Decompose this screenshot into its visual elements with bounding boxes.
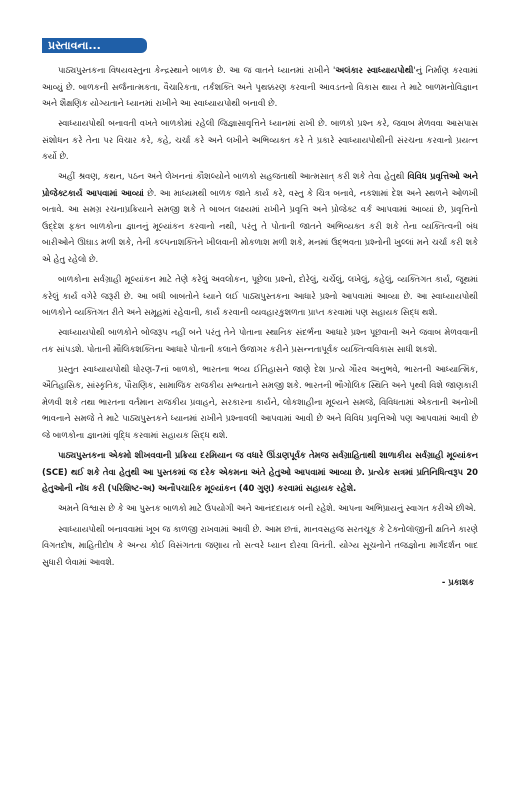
emphasized-text: વિવિધ પ્રવૃત્તિઓ અને પ્રોજેક્ટકાર્ય આપવામાં આવ્યાં — [42, 171, 478, 198]
paragraph-text: પાઠ્યપુસ્તકના વિષયવસ્તુના કેન્દ્રસ્થાને બાળક છે. આ જ વાતને ધ્યાનમાં રાખીને ' — [58, 65, 336, 75]
preface-paragraph — [42, 361, 478, 444]
preface-paragraph — [42, 271, 478, 321]
publisher-signature: - પ્રકાશક — [441, 576, 474, 587]
paragraph-text: 'નું નિર્માણ કરવામાં આવ્યું છે. બાળકની સર્જનાત્મકતા, વૈચારિકતા, તર્કશક્તિ અને પૃથક્કરણ કરવાની આવડતનો વિકાસ થાય તે માટે બાળમનોવિજ્ઞાન અને શૈક્ષણિક યોગ્યતાને ધ્યાનમાં રાખીને આ સ્વાધ્યાયપોથી બનાવી છે. — [42, 65, 478, 108]
paragraph-text: છે. આ માધ્યમથી બાળક જાતે કાર્ય કરે, વસ્તુ કે ચિત્ર બનાવે, નકશામાં દેશ અને સ્થળને ઓળખી બતાવે. આ સમગ્ર રચનાપ્રક્રિયાને સમજી શકે તે બાબત લક્ષ્યમાં રાખીને પ્રવૃત્તિ અને પ્રોજેક્ટ વર્ક આપવામાં આવ્યાં છે, પ્રવૃત્તિનો ઉદ્દેશ ફક્ત બાળકોના જ્ઞાનનું મૂલ્યાંકન કરવાનો નથી, પરંતુ તે પોતાની જાતને અભિવ્યક્ત કરી શકે તેના વ્યક્તિત્વની બંધ બારીઓને ઊઘાડ મળી શકે, તેની કલ્પનાશક્તિને ખીલવાની મોકળાશ મળી શકે, મનમાં ઉદ્ભવતા પ્રશ્નોની ખુલ્લાં મને ચર્ચા કરી શકે એ હેતુ રહેલો છે. — [42, 187, 478, 264]
preface-paragraph — [42, 324, 478, 357]
preface-body — [42, 62, 478, 590]
page-title: પ્રસ્તાવના... — [48, 39, 101, 52]
paragraph-text: સ્વાધ્યાયપોથી બાળકોને બોજરૂપ નહીં બને પરંતુ તેને પોતાના સ્થાનિક સંદર્ભના આધારે પ્રશ્ન પૂછવાની અને જવાબ મેળવવાની તક સાંપડશે. પોતાની મૌલિકશક્તિના આધારે પોતાની કલાને ઉજાગર કરીને પ્રસન્નતાપૂર્વક વ્યક્તિત્વવિકાસ સાધી શકશે. — [42, 327, 478, 354]
preface-paragraph — [42, 521, 478, 571]
paragraph-text: અહીં શ્રવણ, કથન, પઠન અને લેખનનાં કૌશલ્યોને બાળકો સહજતાથી આત્મસાત્ કરી શકે તેવા હેતુથી — [58, 171, 408, 182]
paragraph-text: પ્રસ્તુત સ્વાધ્યાયપોથી ધોરણ-7નાં બાળકો, ભારતના ભવ્ય ઈતિહાસને જાણે દેશ પ્રત્યે ગૌરવ અનુભવે, ભારતની આધ્યાત્મિક, ઐતિહાસિક, સાંસ્કૃતિક, પૌરાણિક, સામાજિક રાજકીય સભ્યતાને સમજી શકે. ભારતની ભૌગોલિક સ્થિતિ અને પૃથ્વી વિશે જાણકારી મેળવી શકે તથા ભારતના વર્તમાન રાજકીય પ્રવાહને, સરકારના કાર્યને, લોકશાહીના મૂલ્યને સમજે, વિવિધતામાં એકતાની અનોખી ભાવનાને સમજે તે માટે પાઠ્યપુસ્તકને ધ્યાનમાં રાખીને પ્રશ્નાવલી આપવામાં આવી છે અને વિવિધ પ્રવૃત્તિઓ પણ આપવામાં આવી છે જે બાળકોના જ્ઞાનમાં વૃદ્ધિ કરવામાં સહાયક સિદ્ધ થશે. — [42, 363, 478, 440]
paragraph-text: બાળકોના સર્વગ્રાહી મૂલ્યાંકન માટે તેણે કરેલું અવલોકન, પૂછેલા પ્રશ્નો, દોરેલું, ચર્ચેલું, લખેલું, કહેલું, વ્યક્તિગત કાર્ય, જૂથમાં કરેલું કાર્ય વગેરે જરૂરી છે. આ બધી બાબતોને ધ્યાને લઈ પાઠ્યપુસ્તકના આધારે પ્રશ્નો આપવામાં આવ્યા છે. આ સ્વાધ્યાયપોથી બાળકોને વ્યક્તિગત રીતે અને સમૂહમાં રહેવાની, કાર્ય કરવાની વ્યવહારકુશળતા પ્રાપ્ત કરવામાં પણ સહાયક સિદ્ધ થશે. — [42, 274, 478, 318]
preface-paragraph — [42, 168, 478, 267]
emphasized-text: અલંકાર સ્વાધ્યાયપોથી — [335, 65, 414, 75]
paragraph-text: અમને વિશ્વાસ છે કે આ પુસ્તક બાળકો માટે ઉપયોગી અને આનંદદાયક બની રહેશે. આપના અભિપ્રાયનું સ્વાગત કરીએ છીએ. — [58, 503, 477, 514]
preface-paragraph — [42, 62, 478, 112]
emphasized-text: પાઠ્યપુસ્તકના એકમો શીખવવાની પ્રક્રિયા દરમિયાન જ વધારે ઊંડાણપૂર્વક તેમજ સર્વગ્રાહિતાથી શાળાકીય સર્વગ્રાહી મૂલ્યાંકન (SCE) થઈ શકે તેવા હેતુથી આ પુસ્તકમાં જ દરેક એકમના અંતે હેતુઓ આપવામાં આવ્યા છે. પ્રત્યેક સત્રમાં પ્રતિનિધિત્વરૂપ 20 હેતુઓની નોંધ કરી (પરિશિષ્ટ-અ) અનૌપચારિક મૂલ્યાંકન (40 ગુણ) કરવામાં સહાયક રહેશે. — [42, 450, 478, 494]
preface-paragraph — [42, 115, 478, 165]
preface-paragraph — [42, 447, 478, 497]
paragraph-text: સ્વાધ્યાયપોથી બનાવવામાં ખૂબ જ કાળજી રાખવામાં આવી છે. આમ છતાં, માનવસહજ સરતચૂક કે ટેક્નોલૉજીની ક્ષતિને કારણે વિગતદોષ, માહિતીદોષ કે અન્ય કોઈ વિસંગતતા જણાય તો સત્વરે ધ્યાન દોરવા વિનંતી. યોગ્ય સૂચનોને તજજ્ઞોના માર્ગદર્શન બાદ સુધારી લેવામાં આવશે. — [42, 523, 478, 567]
paragraph-text: સ્વાધ્યાયપોથી બનાવતી વખતે બાળકોમાં રહેલી જિજ્ઞાસાવૃત્તિને ધ્યાનમાં રાખી છે. બાળકો પ્રશ્ન કરે, જવાબ મેળવવા આસપાસ સંશોધન કરે તેના પર વિચાર કરે, કહે, ચર્ચા કરે અને લખીને અભિવ્યક્ત કરે તે પ્રકારે સ્વાધ્યાયપોથીની સંરચના કરવાનો પ્રયત્ન કર્યો છે. — [42, 118, 478, 162]
preface-paragraph — [42, 500, 478, 517]
